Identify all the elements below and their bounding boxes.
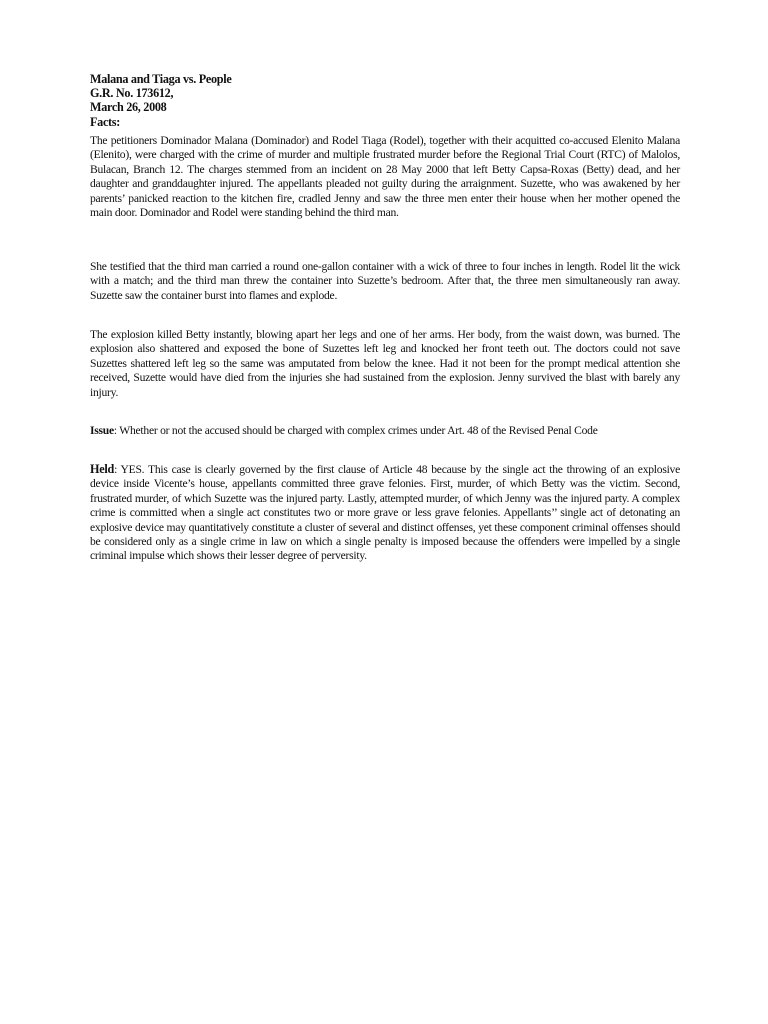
case-date: March 26, 2008 xyxy=(90,100,167,115)
held-label: Held xyxy=(90,462,115,476)
case-number: G.R. No. 173612, xyxy=(90,86,174,101)
issue-label: Issue xyxy=(90,424,114,437)
issue-paragraph xyxy=(90,424,680,438)
case-title: Malana and Tiaga vs. People xyxy=(90,72,232,86)
issue-text: : Whether or not the accused should be charged with complex crimes under Art. 48 of the Revised Penal Code xyxy=(113,424,598,437)
held-paragraph xyxy=(90,462,680,564)
held-text: : YES. This case is clearly governed by the first clause of Article 48 because by the single act the throwing of an explosive device inside Vicente’s house, appellants committed three grave felonies. First, murder, of which Betty was the victim. Second, frustrated murder, of which Suzette was the injured party. Lastly, attempted murder, of which Jenny was the injured party. A complex crime is committed when a single act constitutes two or more grave or less grave felonies. Appellants’’ single act of detonating an explosive device may quantitatively constitute a cluster of several and distinct offenses, yet these component criminal offenses should be considered only as a single crime in law on which a single penalty is imposed because the offenders were impelled by a single criminal impulse which shows their lesser degree of perversity. xyxy=(90,463,680,563)
case-header xyxy=(90,72,390,129)
facts-paragraph-1: The petitioners Dominador Malana (Dominador) and Rodel Tiaga (Rodel), together with their acquitted co-accused Elenito Malana (Elenito), were charged with the crime of murder and multiple frustrated murder before the Regional Trial Court (RTC) of Malolos, Bulacan, Branch 12. The charges stemmed from an incident on 28 May 2000 that left Betty Capsa-Roxas (Betty) dead, and her daughter and granddaughter injured. The appellants pleaded not guilty during the arraignment. Suzette, who was awakened by her parents’ panicked reaction to the kitchen fire, cradled Jenny and saw the three men enter their house when her mother opened the main door. Dominador and Rodel were standing behind the third man. xyxy=(90,134,680,220)
facts-paragraph-3: The explosion killed Betty instantly, blowing apart her legs and one of her arms. Her body, from the waist down, was burned. The explosion also shattered and exposed the bone of Suzettes left leg and knocked her front teeth out. The doctors could not save Suzettes shattered left leg so the same was amputated from below the knee. Had it not been for the prompt medical attention she received, Suzette would have died from the injuries she had sustained from the explosion. Jenny survived the blast with barely any injury. xyxy=(90,328,680,399)
facts-heading: Facts: xyxy=(90,114,121,129)
facts-paragraph-2: She testified that the third man carried a round one-gallon container with a wick of three to four inches in length. Rodel lit the wick with a match; and the third man threw the container into Suzette’s bedroom. After that, the three men simultaneously ran away. Suzette saw the container burst into flames and explode. xyxy=(90,260,680,302)
